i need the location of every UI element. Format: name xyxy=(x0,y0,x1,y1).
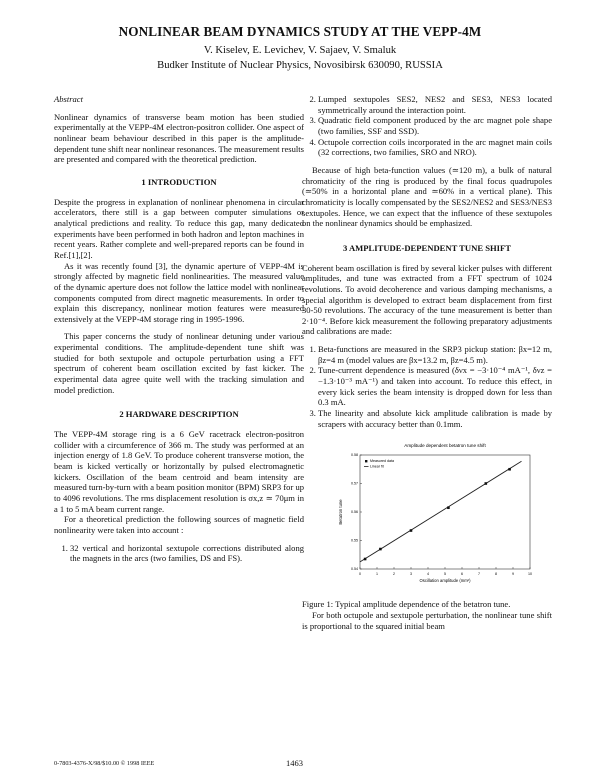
x-tick-label: 10 xyxy=(528,572,532,577)
x-tick-label: 0 xyxy=(359,572,361,577)
data-point xyxy=(364,558,367,561)
left-column xyxy=(54,94,304,564)
calibration-list xyxy=(302,344,552,429)
nonlinearity-sources-list-b xyxy=(302,94,552,158)
y-tick-label: 0.57 xyxy=(351,482,358,487)
affiliation: Budker Institute of Nuclear Physics, Novosibirsk 630090, RUSSIA xyxy=(157,60,443,71)
x-tick-label: 7 xyxy=(478,572,480,577)
abstract-text: Nonlinear dynamics of transverse beam motion has been studied experimentally at the VEPP-4M electron-positron collider. One aspect of nonlinear beam behaviour described in this paper is the amplitude-dependent tune shift near nonlinear resonances. The measurement results are presented and compared with the theoretical prediction. xyxy=(54,111,304,165)
list-item: 2. Tune-current dependence is measured (δνx = −3·10⁻⁴ mA⁻¹, δνz = −1.3·10⁻³ mA⁻¹) and taken into account. To reduce this effect, in every kick series the beam intensity is dropped down for less than 0.3 mA. xyxy=(318,365,552,408)
data-point xyxy=(410,530,413,533)
data-point xyxy=(379,548,382,551)
hardware-paragraph-2: For a theoretical prediction the following sources of magnetic field nonlinearity were taken into account : xyxy=(54,514,304,535)
legend-marker xyxy=(365,460,367,462)
list-item: 3. Quadratic field component produced by the arc magnet pole shape (two families, SSF and SSD). xyxy=(318,115,552,136)
y-tick-label: 0.58 xyxy=(351,453,358,458)
hardware-paragraph-3: Because of high beta-function values (≃120 m), a bulk of natural chromaticity of the ring is produced by the final focus quadrupoles (≃50% in a horizontal plane and ≃60% in a vertical plane). This chromaticity is locally compensated by the SES2/NES2 and SES3/NES3 sextupoles. Hence, we can expect that the influence of these sextupoles on the nonlinear dynamics should be emphasized. xyxy=(302,164,552,229)
legend-label-fit: Linear fit xyxy=(370,465,384,470)
y-tick-label: 0.56 xyxy=(351,510,358,515)
intro-paragraph-3: This paper concerns the study of nonlinear detuning under various experimental conditions. The amplitude-dependent tune shift was studied for both sextupole and octupole perturbation using a FFT spectrum of coherent beam oscillation excited by fast kicker. The experimental data agree quite well with the tracking simulation and model prediction. xyxy=(54,331,304,395)
copyright-notice: 0-7803-4376-X/98/$10.00 © 1998 IEEE xyxy=(54,760,155,767)
data-point xyxy=(447,507,450,510)
right-column xyxy=(302,94,552,631)
intro-paragraph-1: Despite the progress in explanation of nonlinear phenomena in circular accelerators, there still is a gap between computer simulations or analytical predictions and reality. To reduce this gap, many dedicated experiments have been performed in both hadron and lepton machines in recent years. Rather complete and well-prepared reports can be found in Ref.[1],[2]. xyxy=(54,196,304,260)
x-tick-label: 3 xyxy=(410,572,412,577)
x-tick-label: 1 xyxy=(376,572,378,577)
x-tick-label: 9 xyxy=(512,572,514,577)
paper-title: NONLINEAR BEAM DYNAMICS STUDY AT THE VEPP-4M xyxy=(118,24,482,39)
page-number: 1463 xyxy=(286,758,303,768)
section-3-heading: 3 AMPLITUDE-DEPENDENT TUNE SHIFT xyxy=(342,242,511,253)
tune-shift-paragraph-1: Coherent beam oscillation is fired by several kicker pulses with different amplitudes, and tune was extracted from a FFT spectrum of 1024 revolutions. To avoid decoherence and various damping mechanisms, a special algorithm is developed to extract beam displacement from first 30-50 revolutions. The accuracy of the tune measurement is better than 2·10⁻⁴. Before kick measurement the following preparatory adjustments and calibrations are made: xyxy=(302,262,552,337)
data-point xyxy=(508,468,511,471)
abstract-heading: Abstract xyxy=(54,94,83,104)
list-item: 1. 32 vertical and horizontal sextupole corrections distributed along the magnets in the arcs (two families, DS and FS). xyxy=(70,543,304,564)
section-1-heading: 1 INTRODUCTION xyxy=(141,176,217,187)
x-tick-label: 5 xyxy=(444,572,446,577)
section-2-heading: 2 HARDWARE DESCRIPTION xyxy=(119,409,239,420)
x-tick-label: 4 xyxy=(427,572,429,577)
list-item: 1. Beta-functions are measured in the SRP3 pickup station: βx=12 m, βz=4 m (model values are βx=13.2 m, βz=4.5 m). xyxy=(318,344,552,365)
data-point xyxy=(485,483,488,486)
x-tick-label: 8 xyxy=(495,572,497,577)
list-item: 2. Lumped sextupoles SES2, NES2 and SES3, NES3 located symmetrically around the interaction point. xyxy=(318,94,552,115)
y-tick-label: 0.55 xyxy=(351,539,358,544)
chart-title: Amplitude dependent betatron tune shift xyxy=(404,443,486,449)
intro-paragraph-2: As it was recently found [3], the dynamic aperture of VEPP-4M is strongly affected by magnetic field nonlinearities. The measured value of the dynamic aperture does not follow the lattice model with nonlinear components computed from direct magnetic measurements. In order to explain this discrepancy, nonlinear motion features were measured extensively at the VEPP-4M storage ring in 1995-1996. xyxy=(54,260,304,324)
figure-1-caption: Figure 1: Typical amplitude dependence of the betatron tune. xyxy=(302,599,511,610)
y-tick-label: 0.54 xyxy=(351,567,358,572)
x-tick-label: 6 xyxy=(461,572,463,577)
tune-shift-paragraph-2: For both octupole and sextupole perturbation, the nonlinear tune shift is proportional to the squared initial beam xyxy=(302,610,552,631)
x-axis-label: Oscillation amplitude (mm²) xyxy=(419,578,471,584)
legend-label-measured: Measured data xyxy=(370,459,394,464)
figure-1 xyxy=(302,437,552,597)
list-item: 3. The linearity and absolute kick amplitude calibration is made by scrapers with accuracy better than 0.1mm. xyxy=(318,408,552,429)
tune-shift-chart xyxy=(302,437,552,597)
hardware-paragraph-1: The VEPP-4M storage ring is a 6 GeV racetrack electron-positron collider with a circumference of 366 m. The study was performed at an injection energy of 1.8 GeV. To produce coherent transverse motion, the beam is kicked vertically or horizontally by pulsed electromagnetic kickers. Oscillation of the beam centroid and beam intensity are measured turn-by-turn with a beam position monitor (BPM) SRP3 for up to 4096 revolutions. The rms displacement resolution is σx,z ≃ 70μm in a 1 to 5 mA beam current range. xyxy=(54,429,304,514)
y-axis-label: Betatron tune xyxy=(338,499,343,525)
nonlinearity-sources-list-a xyxy=(54,543,304,564)
list-item: 4. Octupole correction coils incorporated in the arc magnet main coils (32 corrections, two families, SRO and NRO). xyxy=(318,137,552,158)
author-list: V. Kiselev, E. Levichev, V. Sajaev, V. Smaluk xyxy=(203,45,397,56)
x-tick-label: 2 xyxy=(393,572,395,577)
